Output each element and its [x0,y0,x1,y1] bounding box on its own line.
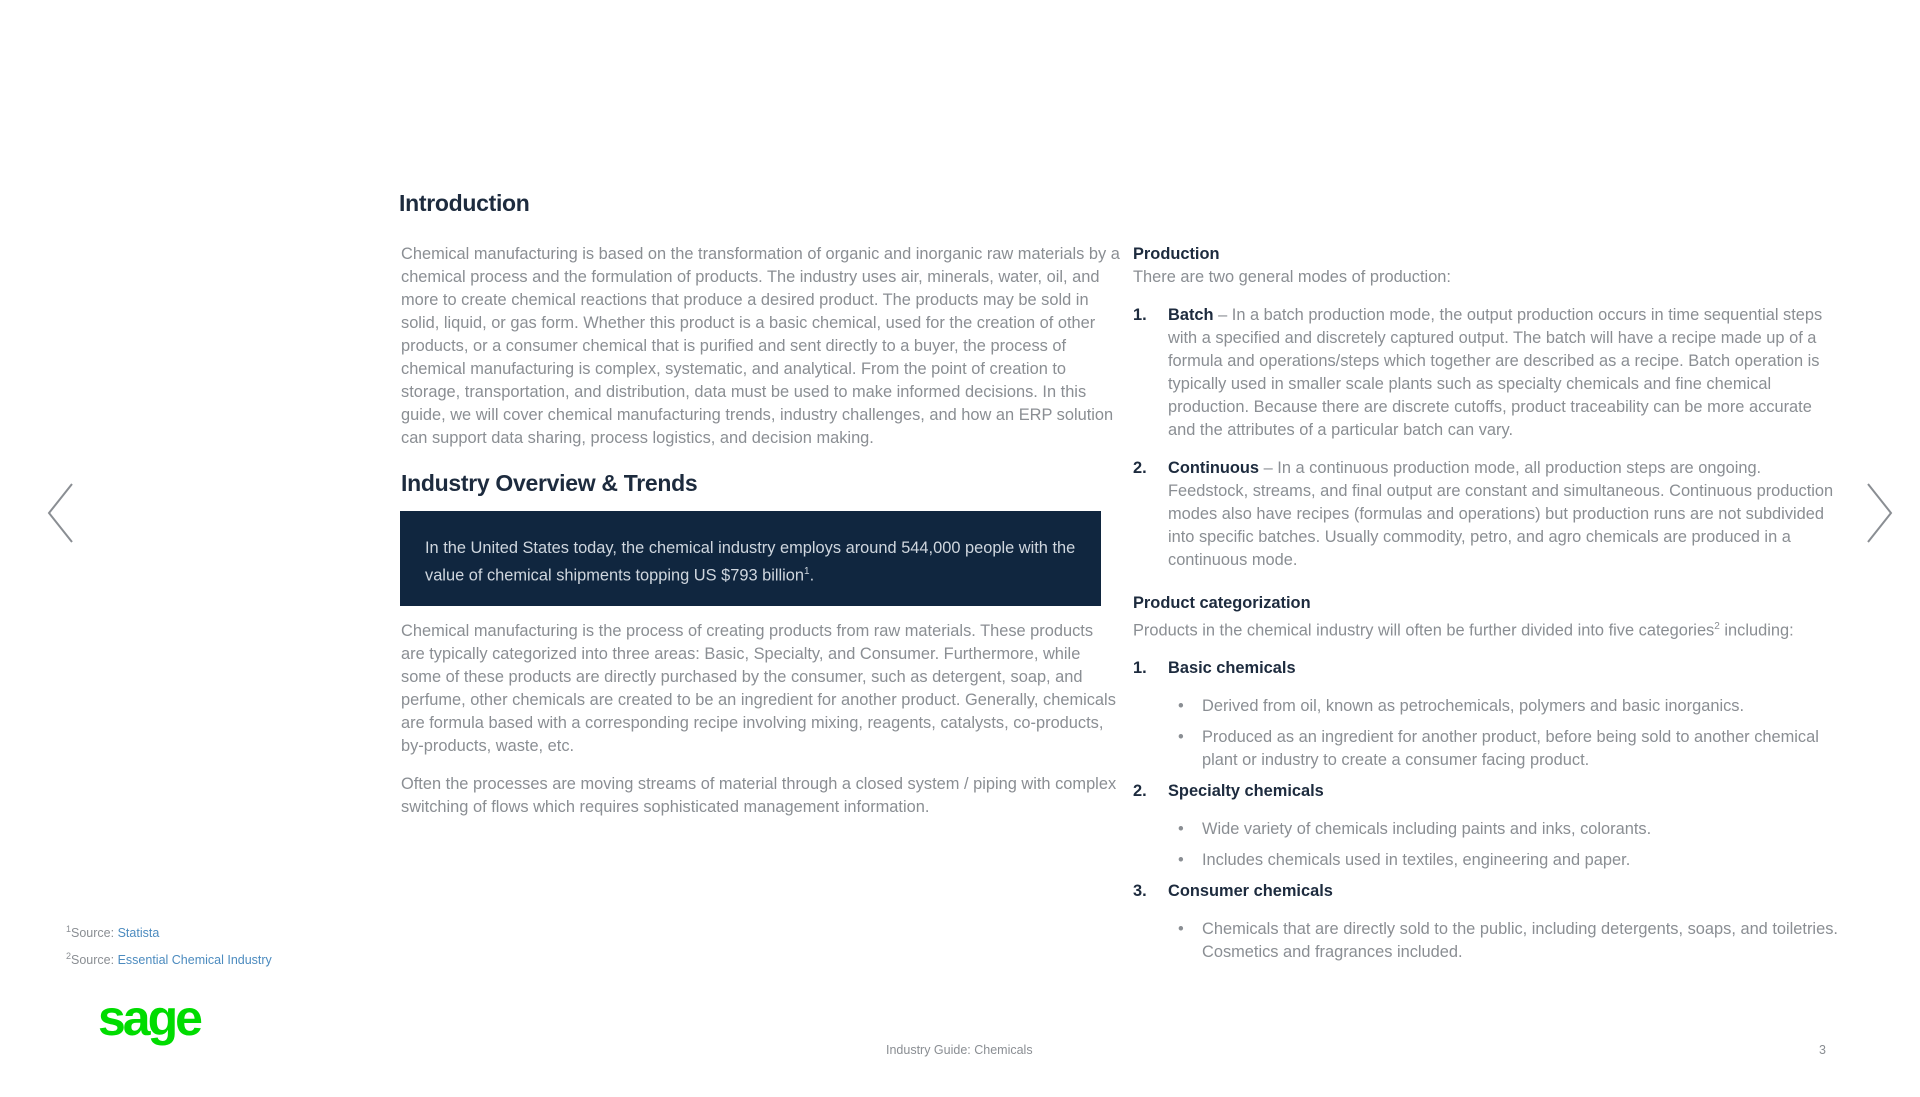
list-item [1133,304,1843,442]
list-item [1168,818,1843,841]
categorization-footnote-ref[interactable]: 2 [1714,621,1720,632]
statista-link[interactable]: Statista [117,926,160,941]
category-name: Specialty chemicals [1168,782,1324,801]
mode-text: – In a continuous production mode, all production steps are ongoing. Feedstock, streams, and final output are constant and simultaneous. Continuous production modes also have recipes (formulas and operations) but production runs are not subdivided into specific batches. Usually commodity, petro, and agro chemicals are produced in a continuous mode. [1168,459,1834,569]
list-item [1168,849,1843,872]
mode-text: – In a batch production mode, the output production occurs in time sequential steps with a specified and discretely captured output. The batch will have a recipe made up of a formula and operations/steps which together are described as a recipe. Batch operation is typically used in smaller scale plants such as specialty chemicals and fine chemical production. Because there are discrete cutoffs, product traceability can be more accurate and the attributes of a particular batch can vary. [1168,306,1823,439]
left-column [401,243,1121,819]
category-name: Consumer chemicals [1168,882,1333,901]
callout-end: . [809,566,815,585]
overview-paragraph-1: Chemical manufacturing is the process of creating products from raw materials. These products are typically categorized into three areas: Basic, Specialty, and Consumer. Furthermore, while some of these products are directly purchased by the consumer, such as detergent, soap, and perfume, other chemicals are created to be an ingredient for another product. Generally, chemicals are formula based with a corresponding recipe involving mixing, reagents, catalysts, co-products, by-products, waste, etc. [401,622,1116,756]
prev-page-button[interactable] [42,478,82,548]
categorization-intro [1133,615,1843,642]
category-basic [1133,657,1843,772]
list-item [1168,918,1843,964]
next-page-button[interactable] [1858,478,1898,548]
intro-paragraph: Chemical manufacturing is based on the transformation of organic and inorganic raw materials by a chemical process and the formulation of products. The industry uses air, minerals, water, oil, and more to create chemical reactions that produce a desired product. The products may be sold in solid, liquid, or gas form. Whether this product is a basic chemical, used for the creation of other products, or a consumer chemical that is purified and sent directly to a buyer, the process of chemical manufacturing is complex, systematic, and analytical. From the point of creation to storage, transportation, and distribution, data must be used to make informed decisions. In this guide, we will cover chemical manufacturing trends, industry challenges, and how an ERP solution can support data sharing, process logistics, and decision making. [401,245,1120,447]
bullet-text: Derived from oil, known as petrochemicals, polymers and basic inorganics. [1202,697,1745,716]
footnote-label: Source: [71,926,118,941]
callout-footnote-ref[interactable]: 1 [804,566,810,577]
chevron-right-icon [1858,478,1898,548]
bullet-text: Produced as an ingredient for another product, before being sold to another chemical plant or industry to create a consumer facing product. [1202,728,1819,770]
footnote-1 [66,918,272,945]
chevron-left-icon [42,478,82,548]
footnote-2 [66,945,272,972]
list-item [1168,726,1843,772]
categories-list [1133,657,1843,964]
categorization-intro-end: including: [1719,621,1794,640]
categorization-intro-text: Products in the chemical industry will often be further divided into five categories [1133,621,1715,640]
list-number: 1. [1133,306,1147,324]
intro-title: Introduction [399,190,530,216]
footnote-number: 2 [66,951,72,962]
bullet-icon: • [1178,728,1184,747]
overview-paragraph-2: Often the processes are moving streams of material through a closed system / piping with complex switching of flows which requires sophisticated management information. [401,775,1117,817]
production-heading: Production [1133,245,1220,263]
callout-box [400,511,1101,606]
sage-logo [98,997,214,1053]
bullet-icon: • [1178,697,1184,716]
bullet-icon: • [1178,920,1184,939]
category-specialty [1133,780,1843,872]
footer-title: Industry Guide: Chemicals [886,1043,1033,1057]
sage-logo-text: sage [98,997,200,1046]
mode-term: Continuous [1168,459,1260,477]
footnote-number: 1 [66,924,72,934]
bullet-text: Wide variety of chemicals including paints and inks, colorants. [1202,820,1652,839]
list-number: 3. [1133,882,1147,901]
production-intro: There are two general modes of production: [1133,268,1451,286]
categorization-heading: Product categorization [1133,594,1311,612]
list-item [1133,457,1843,572]
bullet-text: Includes chemicals used in textiles, engineering and paper. [1202,851,1631,870]
footnotes [66,918,272,972]
bullet-text: Chemicals that are directly sold to the public, including detergents, soaps, and toiletries. Cosmetics and fragrances included. [1202,920,1838,962]
essential-chemical-industry-link[interactable]: Essential Chemical Industry [117,953,272,968]
category-consumer [1133,880,1843,964]
right-column [1133,243,1843,972]
callout-text: In the United States today, the chemical industry employs around 544,000 people with the value of chemical shipments topping US $793 billion [425,539,1076,585]
bullet-icon: • [1178,851,1184,870]
production-modes-list [1133,304,1843,572]
list-item [1168,695,1843,718]
list-number: 1. [1133,659,1147,678]
mode-term: Batch [1168,306,1214,324]
bullet-icon: • [1178,820,1184,839]
list-number: 2. [1133,459,1147,477]
list-number: 2. [1133,782,1147,801]
overview-title: Industry Overview & Trends [401,470,698,496]
category-name: Basic chemicals [1168,659,1296,678]
footnote-label: Source: [71,953,118,968]
page-number: 3 [1819,1043,1826,1057]
